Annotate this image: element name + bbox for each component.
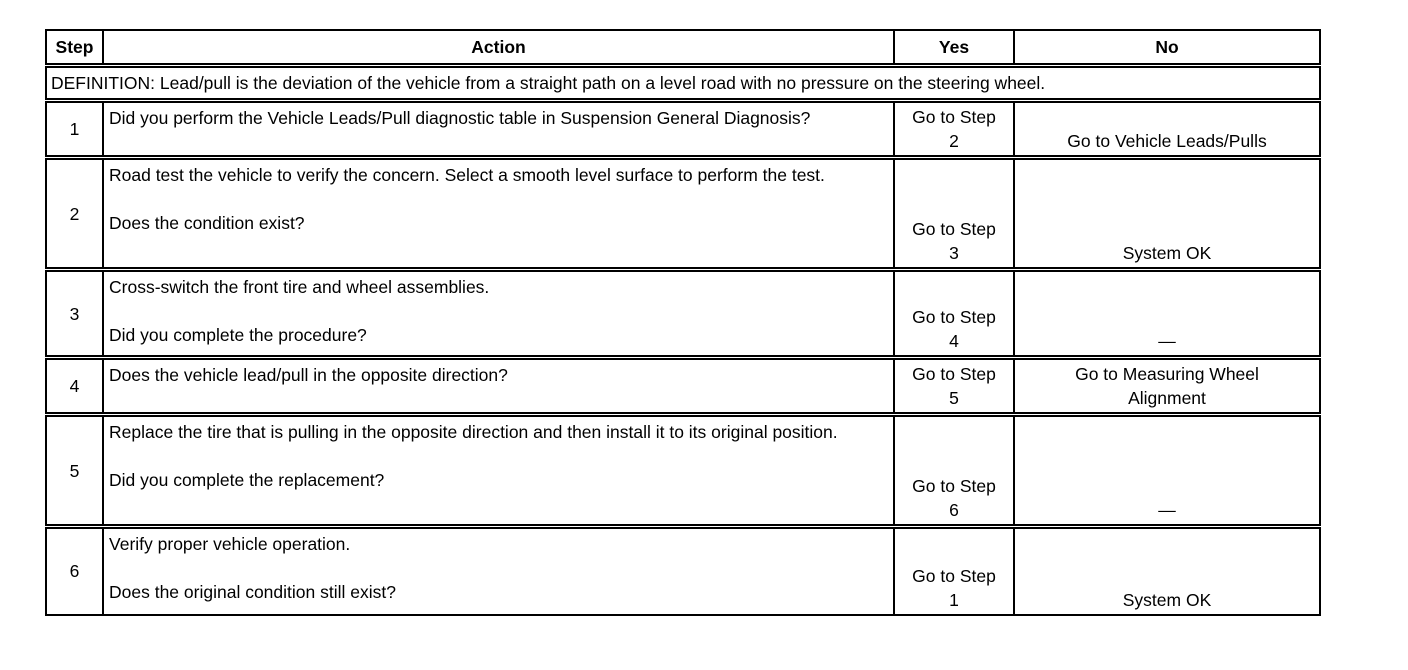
- yes-cell: [894, 158, 1014, 270]
- yes-text: Go to Step: [912, 307, 996, 327]
- step-number: 2: [46, 158, 103, 270]
- action-cell: [103, 415, 894, 527]
- action-cell: [103, 270, 894, 358]
- no-text: Go to Measuring Wheel: [1075, 364, 1259, 384]
- definition-row: [46, 66, 1320, 101]
- step-number: 4: [46, 358, 103, 415]
- action-question: Did you complete the procedure?: [109, 325, 367, 345]
- no-text: Alignment: [1128, 388, 1206, 408]
- action-text: Road test the vehicle to verify the concern. Select a smooth level surface to perform the test.: [109, 165, 825, 185]
- action-text: Does the vehicle lead/pull in the opposite direction?: [109, 365, 508, 385]
- no-cell: [1014, 415, 1320, 527]
- step-number: 5: [46, 415, 103, 527]
- header-row: [46, 30, 1320, 66]
- action-text: Replace the tire that is pulling in the opposite direction and then install it to its original position.: [109, 422, 838, 442]
- step-number: 3: [46, 270, 103, 358]
- yes-text: Go to Step: [912, 476, 996, 496]
- yes-text: 6: [949, 500, 959, 520]
- action-text: Did you perform the Vehicle Leads/Pull diagnostic table in Suspension General Diagnosis?: [109, 108, 811, 128]
- no-cell: [1014, 158, 1320, 270]
- step-number: 6: [46, 527, 103, 615]
- no-cell: [1014, 270, 1320, 358]
- action-text: Verify proper vehicle operation.: [109, 534, 351, 554]
- definition-text: DEFINITION: Lead/pull is the deviation of the vehicle from a straight path on a level road with no pressure on the steering wheel.: [46, 66, 1320, 101]
- table-row: [46, 270, 1320, 358]
- yes-text: 5: [949, 388, 959, 408]
- diagnostic-table: [45, 29, 1321, 616]
- yes-cell: [894, 101, 1014, 158]
- table-row: [46, 101, 1320, 158]
- action-question: Does the condition exist?: [109, 213, 305, 233]
- no-text: —: [1158, 500, 1176, 520]
- no-text: System OK: [1122, 243, 1212, 263]
- action-cell: [103, 358, 894, 415]
- yes-cell: [894, 270, 1014, 358]
- action-text: Cross-switch the front tire and wheel assemblies.: [109, 277, 490, 297]
- yes-text: 3: [949, 243, 959, 263]
- table-row: [46, 527, 1320, 615]
- no-text: —: [1158, 331, 1176, 351]
- no-cell: [1014, 358, 1320, 415]
- action-question: Did you complete the replacement?: [109, 470, 385, 490]
- table-row: [46, 158, 1320, 270]
- header-yes: Yes: [894, 30, 1014, 66]
- no-text: Go to Vehicle Leads/Pulls: [1067, 131, 1267, 151]
- header-step: Step: [46, 30, 103, 66]
- yes-cell: [894, 527, 1014, 615]
- no-cell: [1014, 101, 1320, 158]
- no-cell: [1014, 527, 1320, 615]
- table-row: [46, 415, 1320, 527]
- yes-text: Go to Step: [912, 565, 996, 586]
- action-cell: [103, 527, 894, 615]
- yes-text: 1: [949, 589, 959, 610]
- yes-text: Go to Step: [912, 107, 996, 127]
- yes-text: 2: [949, 131, 959, 151]
- header-action: Action: [103, 30, 894, 66]
- action-question: Does the original condition still exist?: [109, 582, 396, 602]
- yes-text: Go to Step: [912, 364, 996, 384]
- action-cell: [103, 101, 894, 158]
- yes-cell: [894, 358, 1014, 415]
- action-cell: [103, 158, 894, 270]
- yes-cell: [894, 415, 1014, 527]
- yes-text: 4: [949, 331, 959, 351]
- header-no: No: [1014, 30, 1320, 66]
- step-number: 1: [46, 101, 103, 158]
- no-text: System OK: [1122, 589, 1212, 610]
- table-row: [46, 358, 1320, 415]
- yes-text: Go to Step: [912, 219, 996, 239]
